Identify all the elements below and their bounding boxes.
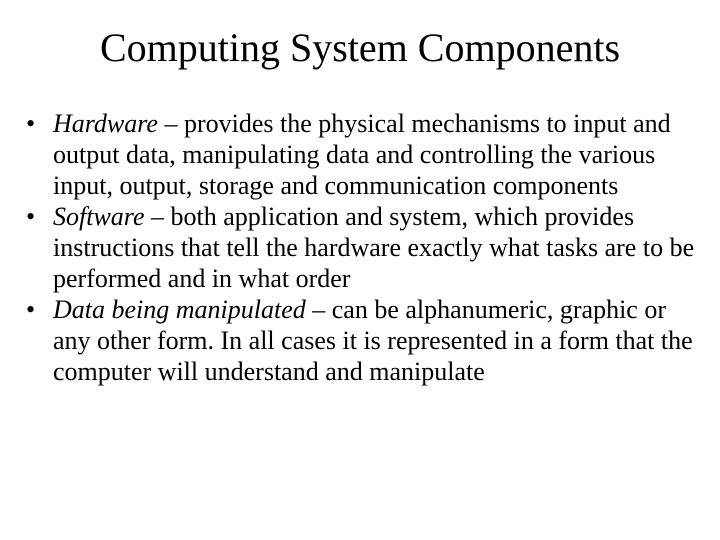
bullet-item-data [18, 294, 708, 387]
bullet-item-software [18, 201, 708, 294]
term-hardware: Hardware [53, 109, 158, 138]
term-data: Data being manipulated [53, 295, 306, 324]
slide-title: Computing System Components [99, 25, 621, 70]
bullet-icon: • [26, 202, 36, 231]
description-software: – both application and system, which provides instructions that tell the hardware exactly what tasks are to be performed and in what order [53, 202, 695, 293]
description-hardware: – provides the physical mechanisms to input and output data, manipulating data and controlling the various input, output, storage and communication components [53, 109, 671, 200]
bullet-icon: • [26, 295, 36, 324]
term-software: Software [53, 202, 145, 231]
bullet-list [18, 108, 708, 387]
bullet-icon: • [26, 109, 36, 138]
bullet-item-hardware [18, 108, 708, 201]
description-data: – can be alphanumeric, graphic or any other form. In all cases it is represented in a form that the computer will understand and manipulate [53, 295, 693, 386]
